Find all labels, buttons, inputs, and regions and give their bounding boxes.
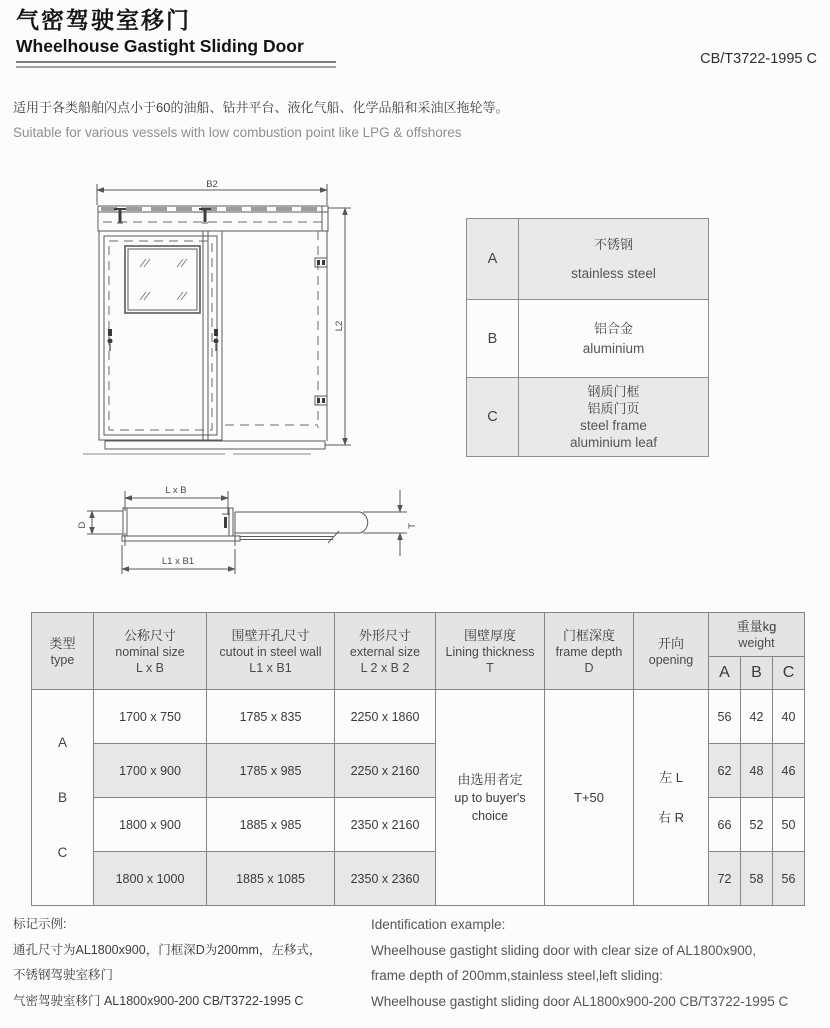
dim-t-label: T — [407, 523, 418, 529]
door-handle — [108, 329, 219, 344]
material-value — [519, 300, 708, 377]
material-name-en: stainless steel — [571, 266, 656, 281]
material-name-en: steel frame — [580, 418, 647, 433]
nominal-size-cell: 1800 x 900 — [94, 798, 207, 852]
materials-table — [466, 218, 709, 457]
nominal-size-cell: 1700 x 750 — [94, 690, 207, 744]
weight-cell: 58 — [741, 852, 773, 906]
material-row-c — [467, 377, 708, 456]
cutout-size-cell: 1885 x 985 — [207, 798, 335, 852]
weight-cell: 56 — [709, 690, 741, 744]
frame-depth-cell: T+50 — [545, 690, 634, 906]
dim-l2-label: L2 — [334, 320, 345, 332]
material-name-cn: 铝合金 — [593, 321, 633, 336]
weight-cell: 62 — [709, 744, 741, 798]
spec-header-weight: 重量kg weight — [709, 613, 805, 657]
spec-header-nominal: 公称尺寸 nominal size L x B — [94, 613, 207, 690]
description-block — [13, 95, 508, 145]
front-view-drawing — [75, 178, 365, 468]
identification-example-cn — [13, 912, 321, 1014]
weight-cell: 66 — [709, 798, 741, 852]
spec-header-weight-b: B — [741, 657, 773, 690]
spec-header-row — [32, 613, 805, 657]
weight-cell: 72 — [709, 852, 741, 906]
footer-line: Wheelhouse gastight sliding door AL1800x900-200 CB/T3722-1995 C — [371, 993, 789, 1009]
description-en: Suitable for various vessels with low combustion point like LPG & offshores — [13, 125, 462, 140]
cutout-size-cell: 1885 x 1085 — [207, 852, 335, 906]
identification-example-en — [371, 912, 788, 1014]
material-name-cn: 铝质门页 — [587, 401, 640, 416]
standard-code: CB/T3722-1995 C — [700, 51, 817, 67]
opening-cell: 左 L 右 R — [634, 690, 709, 906]
page-title-en: Wheelhouse Gastight Sliding Door — [16, 36, 304, 56]
material-key: C — [467, 378, 519, 456]
weight-cell: 42 — [741, 690, 773, 744]
weight-cell: 56 — [773, 852, 805, 906]
material-name-cn: 不锈钢 — [593, 237, 633, 252]
type-letters-cell — [32, 690, 94, 906]
nominal-size-cell: 1800 x 1000 — [94, 852, 207, 906]
dim-lxb-label: L x B — [165, 485, 187, 496]
spec-header-lining: 围壁厚度 Lining thickness T — [436, 613, 545, 690]
type-letter: B — [57, 790, 67, 805]
material-name-en: aluminium leaf — [569, 435, 658, 450]
external-size-cell: 2350 x 2360 — [335, 852, 436, 906]
spec-table — [31, 612, 805, 906]
page-title-cn: 气密驾驶室移门 — [16, 7, 191, 33]
lining-thickness-cell: 由选用者定 up to buyer's choice — [436, 690, 545, 906]
footer-line: 通孔尺寸为AL1800x900，门框深D为200mm，左移式， — [13, 942, 322, 957]
dim-d-label: D — [77, 521, 88, 529]
title-block — [16, 6, 336, 68]
title-underline — [16, 61, 336, 68]
door-window — [125, 246, 200, 313]
weight-cell: 52 — [741, 798, 773, 852]
cutout-size-cell: 1785 x 835 — [207, 690, 335, 744]
weight-cell: 46 — [773, 744, 805, 798]
plan-view-drawing — [75, 473, 425, 598]
weight-cell: 40 — [773, 690, 805, 744]
type-letter: A — [57, 735, 67, 750]
material-key: A — [467, 219, 519, 299]
footer-line: Identification example: — [371, 917, 506, 932]
material-name-cn: 钢质门框 — [587, 384, 640, 399]
external-size-cell: 2250 x 2160 — [335, 744, 436, 798]
footer-line: frame depth of 200mm,stainless steel,left sliding: — [371, 968, 663, 983]
footer-line: 不锈钢驾驶室移门 — [13, 968, 114, 982]
external-size-cell: 2250 x 1860 — [335, 690, 436, 744]
spec-header-cutout: 围壁开孔尺寸 cutout in steel wall L1 x B1 — [207, 613, 335, 690]
spec-header-weight-a: A — [709, 657, 741, 690]
material-key: B — [467, 300, 519, 377]
footer-line: Wheelhouse gastight sliding door with clear size of AL1800x900, — [371, 942, 756, 958]
spec-header-type: 类型 type — [32, 613, 94, 690]
spec-row-1 — [32, 690, 805, 744]
type-letter: C — [57, 845, 68, 860]
dim-l1xb1-label: L1 x B1 — [161, 556, 195, 567]
description-cn: 适用于各类船舶闪点小于60的油船、钻井平台、液化气船、化学品船和采油区拖轮等。 — [13, 100, 509, 115]
footer-line: 气密驾驶室移门 AL1800x900-200 CB/T3722-1995 C — [13, 993, 304, 1008]
dim-b2-label: B2 — [206, 179, 218, 190]
external-size-cell: 2350 x 2160 — [335, 798, 436, 852]
nominal-size-cell: 1700 x 900 — [94, 744, 207, 798]
material-name-en: aluminium — [582, 341, 645, 356]
clamp-fitting — [315, 258, 327, 405]
spec-header-weight-c: C — [773, 657, 805, 690]
material-row-a — [467, 219, 708, 299]
weight-cell: 48 — [741, 744, 773, 798]
material-row-b — [467, 299, 708, 377]
spec-header-external: 外形尺寸 external size L 2 x B 2 — [335, 613, 436, 690]
cutout-size-cell: 1785 x 985 — [207, 744, 335, 798]
footer-line: 标记示例: — [13, 917, 67, 931]
spec-header-framedepth: 门框深度 frame depth D — [545, 613, 634, 690]
material-value — [519, 378, 708, 456]
weight-cell: 50 — [773, 798, 805, 852]
spec-header-opening: 开向 opening — [634, 613, 709, 690]
material-value — [519, 219, 708, 299]
